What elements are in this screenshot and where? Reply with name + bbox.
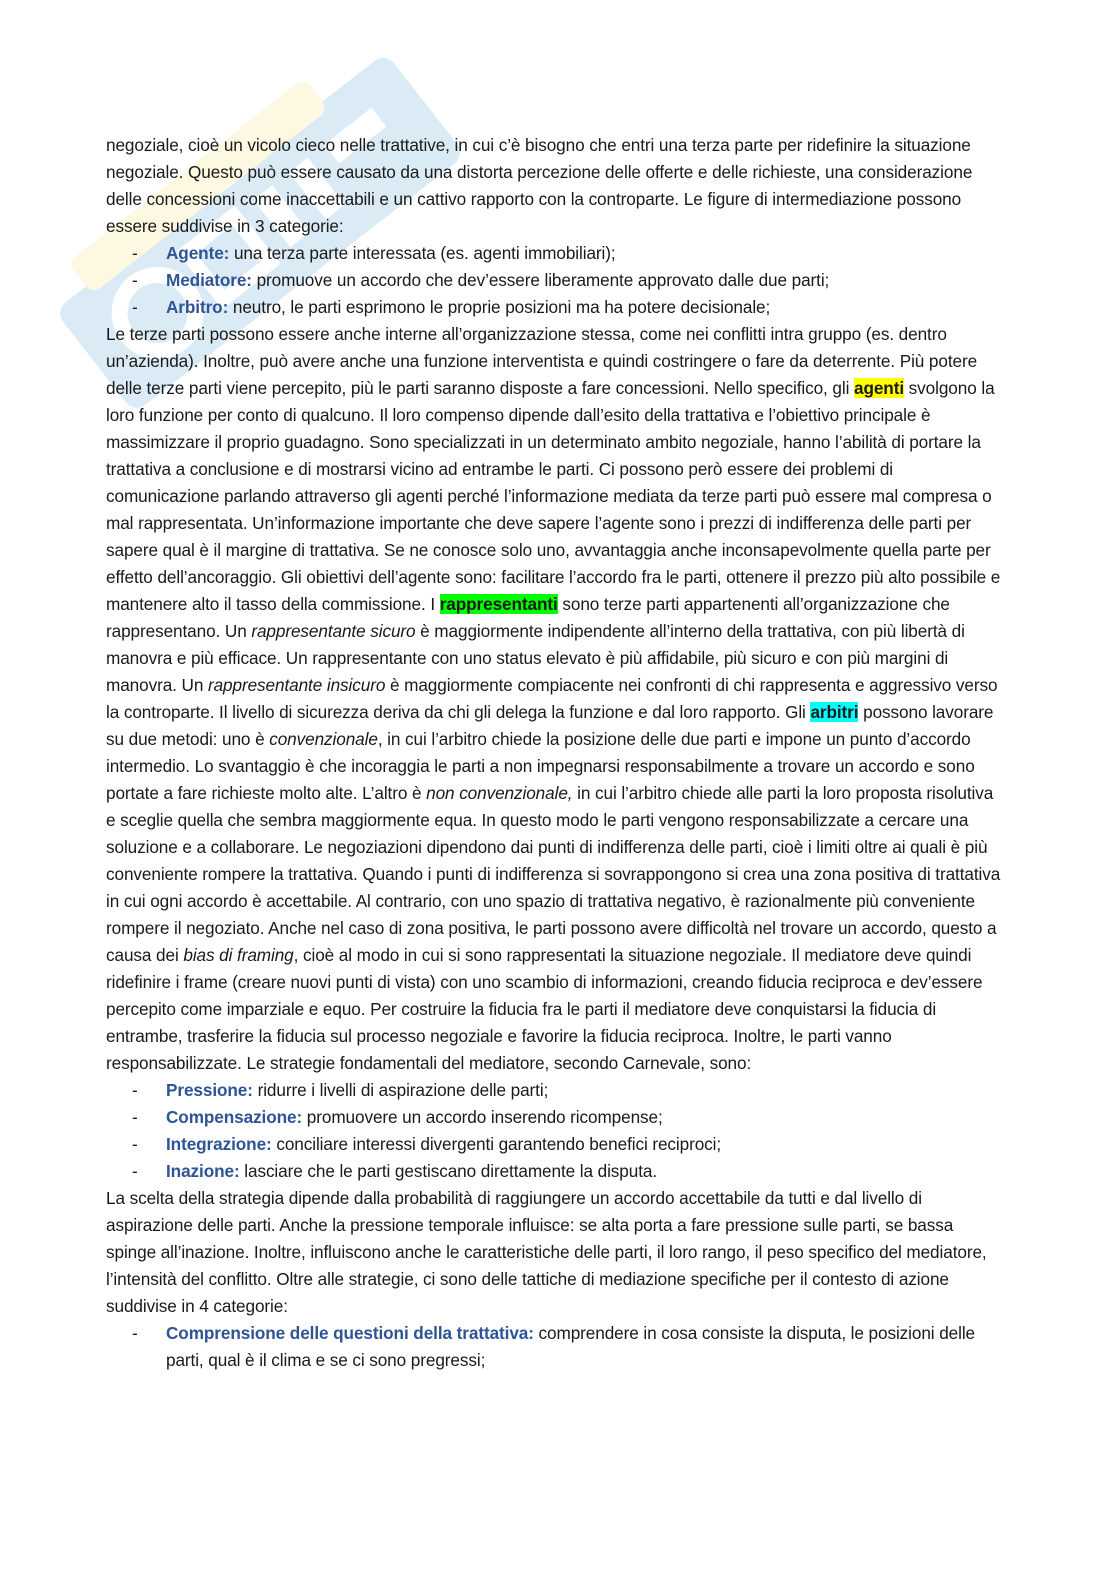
list-item: [106, 1104, 1006, 1131]
text-run: è maggiormente indipendente all’interno della trattativa, con più libertà di manovra e più efficace. Un rappresentante con uno status elevato è più affidabile, più sicuro e con più margini di manovra. Un: [106, 621, 965, 695]
term-label: Arbitro:: [166, 297, 229, 317]
list-item: [106, 294, 1006, 321]
text-run: è maggiormente compiacente nei confronti di chi rappresenta e aggressivo verso la controparte. Il livello di sicurezza deriva da chi gli delega la funzione e dal loro rapporto. Gli: [106, 675, 998, 722]
term-description: promuove un accordo che dev’essere liberamente approvato dalle due parti;: [251, 270, 830, 290]
term-label: Comprensione delle questioni della trattativa:: [166, 1323, 534, 1343]
list-item: [106, 1077, 1006, 1104]
intermediaries-list: [106, 240, 1006, 321]
italic-term: non convenzionale,: [426, 783, 573, 803]
text-run: sono terze parti appartenenti all’organizzazione che rappresentano. Un: [106, 594, 950, 641]
term-description: comprendere in cosa consiste la disputa, le posizioni delle parti, qual è il clima e se ci sono pregressi;: [166, 1323, 976, 1370]
list-item: [106, 1320, 1006, 1374]
term-label: Pressione:: [166, 1080, 253, 1100]
term-label: Agente:: [166, 243, 230, 263]
term-description: lasciare che le parti gestiscano direttamente la disputa.: [239, 1161, 658, 1181]
italic-term: rappresentante sicuro: [251, 621, 416, 641]
text-run: , in cui l’arbitro chiede la posizione delle due parti e impone un punto d’accordo intermedio. Lo svantaggio è che incoraggia le parti a non impegnarsi responsabilmente a trovare un accordo e sono portate a fare richieste molto alte. L’altro è: [106, 729, 975, 803]
text-run: Le terze parti possono essere anche interne all’organizzazione stessa, come nei conflitti intra gruppo (es. dentro un’azienda). Inoltre, può avere anche una funzione interventista e quindi costringere o fare da deterrente. Più potere delle terze parti viene percepito, più le parti saranno disposte a fare concessioni. Nello specifico, gli: [106, 324, 978, 398]
tactics-list: [106, 1320, 1006, 1374]
term-label: Compensazione:: [166, 1107, 303, 1127]
italic-term: convenzionale: [269, 729, 378, 749]
paragraph-main: [106, 321, 1006, 1077]
text-run: svolgono la loro funzione per conto di qualcuno. Il loro compenso dipende dall’esito della trattativa e l’obiettivo principale è massimizzare il proprio guadagno. Sono specializzati in un determinato ambito negoziale, hanno l’abilità di portare la trattativa a conclusione e di mostrarsi vicino ad entrambe le parti. Ci possono però essere dei problemi di comunicazione parlando attraverso gli agenti perché l’informazione mediata da terze parti può essere mal compresa o mal rappresentata. Un’informazione importante che deve sapere l’agente sono i prezzi di indifferenza delle parti per sapere qual è il margine di trattativa. Se ne conosce solo uno, avvantaggia anche inconsapevolmente quella parte per effetto dell’ancoraggio. Gli obiettivi dell’agente sono: facilitare l’accordo fra le parti, ottenere il prezzo più alto possibile e mantenere alto il tasso della commissione. I: [106, 378, 1001, 614]
strategies-list: [106, 1077, 1006, 1185]
paragraph-tactics: La scelta della strategia dipende dalla probabilità di raggiungere un accordo accettabile da tutti e dal livello di aspirazione delle parti. Anche la pressione temporale influisce: se alta porta a fare pressione sulle parti, se bassa spinge all’inazione. Inoltre, influiscono anche le caratteristiche delle parti, il loro rango, il peso specifico del mediatore, l’intensità del conflitto. Oltre alle strategie, ci sono delle tattiche di mediazione specifiche per il contesto di azione suddivise in 4 categorie:: [106, 1188, 987, 1316]
list-item: [106, 240, 1006, 267]
term-description: conciliare interessi divergenti garantendo benefici reciproci;: [271, 1134, 722, 1154]
italic-term: bias di framing: [183, 945, 294, 965]
paragraph-intro: negoziale, cioè un vicolo cieco nelle trattative, in cui c’è bisogno che entri una terza parte per ridefinire la situazione negoziale. Questo può essere causato da una distorta percezione delle offerte e delle richieste, una considerazione delle concessioni come inaccettabili e un cattivo rapporto con la controparte. Le figure di intermediazione possono essere suddivise in 3 categorie:: [106, 135, 973, 236]
term-description: una terza parte interessata (es. agenti immobiliari);: [229, 243, 616, 263]
text-run: in cui l’arbitro chiede alle parti la loro proposta risolutiva e sceglie quella che sembra maggiormente equa. In questo modo le parti vengono responsabilizzate a cercare una soluzione e a collaborare. Le negoziazioni dipendono dai punti di indifferenza delle parti, cioè i limiti oltre ai quali è più conveniente rompere la trattativa. Quando i punti di indifferenza si sovrappongono si crea una zona positiva di trattativa in cui ogni accordo è accettabile. Al contrario, con uno spazio di trattativa negativo, è razionalmente più conveniente rompere il negoziato. Anche nel caso di zona positiva, le parti possono avere difficoltà nel trovare un accordo, questo a causa dei: [106, 783, 1001, 965]
document-page: [106, 132, 1006, 1374]
list-item: [106, 1158, 1006, 1185]
term-label: Integrazione:: [166, 1134, 272, 1154]
text-run: possono lavorare su due metodi: uno è: [106, 702, 994, 749]
highlight-rappresentanti: rappresentanti: [439, 594, 558, 614]
term-description: ridurre i livelli di aspirazione delle parti;: [252, 1080, 549, 1100]
term-label: Inazione:: [166, 1161, 240, 1181]
text-run: , cioè al modo in cui si sono rappresentati la situazione negoziale. Il mediatore deve quindi ridefinire i frame (creare nuovi punti di vista) con uno scambio di informazioni, creando fiducia reciproca e dev’essere percepito come imparziale e equo. Per costruire la fiducia fra le parti il mediatore deve conquistarsi la fiducia di entrambe, trasferire la fiducia sul processo negoziale e favorire la fiducia reciproca. Inoltre, le parti vanno responsabilizzate. Le strategie fondamentali del mediatore, secondo Carnevale, sono:: [106, 945, 983, 1073]
highlight-arbitri: arbitri: [810, 702, 859, 722]
list-item: [106, 1131, 1006, 1158]
term-label: Mediatore:: [166, 270, 252, 290]
list-item: [106, 267, 1006, 294]
term-description: promuovere un accordo inserendo ricompense;: [302, 1107, 663, 1127]
term-description: neutro, le parti esprimono le proprie posizioni ma ha potere decisionale;: [228, 297, 771, 317]
italic-term: rappresentante insicuro: [207, 675, 386, 695]
highlight-agenti: agenti: [853, 378, 904, 398]
